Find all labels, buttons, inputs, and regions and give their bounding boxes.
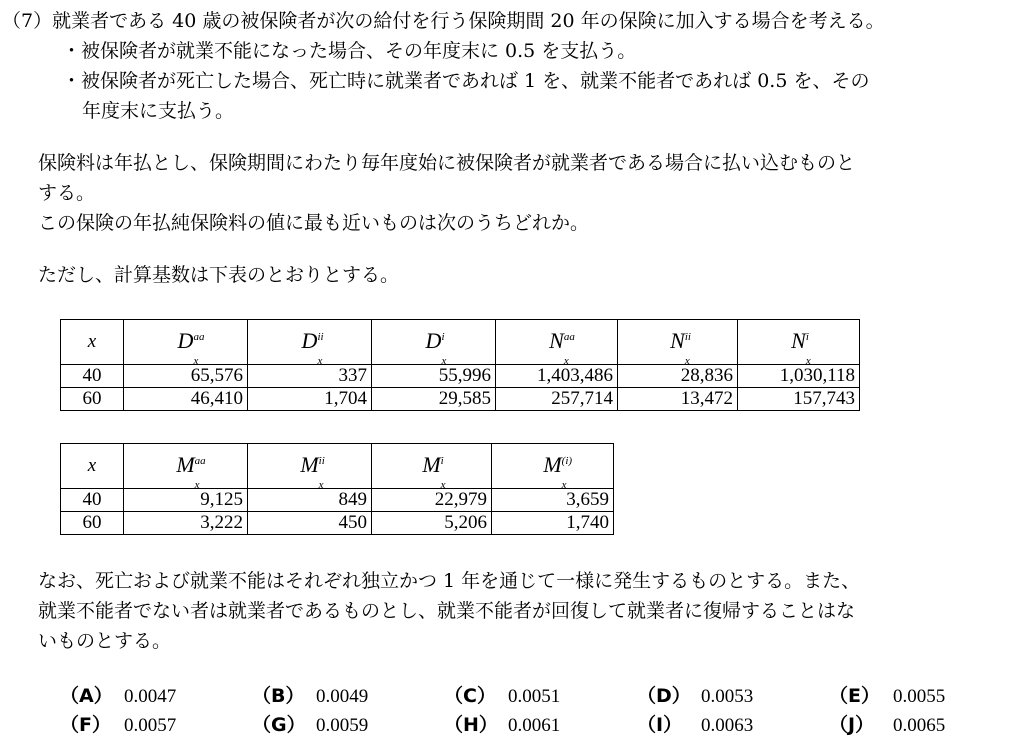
- choice-label: （D）: [637, 685, 691, 707]
- basis-note: ただし、計算基数は下表のとおりとする。: [38, 264, 400, 286]
- choice-value: 0.0051: [508, 686, 561, 707]
- column-header: [618, 320, 738, 365]
- column-header: [248, 444, 372, 489]
- answer-choice[interactable]: [252, 712, 368, 739]
- choice-label: （C）: [444, 685, 496, 707]
- assumption-note: なお、死亡および就業不能はそれぞれ独立かつ 1 年を通じて一様に発生するものとする。また、: [38, 570, 861, 592]
- benefit-bullet-death-cont: 年度末に支払う。: [82, 100, 235, 122]
- value-cell: 22,979: [372, 489, 492, 512]
- value-cell: 65,576: [124, 365, 248, 388]
- header-subscript: x: [563, 355, 569, 367]
- value-cell: 46,410: [124, 388, 248, 411]
- choice-label: （F）: [60, 714, 111, 736]
- benefit-bullet-death: ・被保険者が死亡した場合、死亡時に就業者であれば 1 を、就業不能者であれば 0.5 を、その: [62, 70, 870, 92]
- question-intro-line: [2, 8, 885, 34]
- value-cell: 337: [248, 365, 372, 388]
- column-header: [124, 444, 248, 489]
- header-subscript: x: [318, 479, 324, 491]
- choice-label: （G）: [252, 714, 306, 736]
- column-header: [496, 320, 618, 365]
- header-symbol: [670, 328, 691, 367]
- value-cell: 5,206: [372, 512, 492, 535]
- header-superscript: (i): [561, 455, 573, 467]
- answer-choice[interactable]: [60, 712, 176, 739]
- value-cell: 29,585: [372, 388, 496, 411]
- choice-value: 0.0065: [893, 715, 946, 736]
- choice-label: （H）: [444, 714, 498, 736]
- assumption-note-cont: 就業不能者でない者は就業者であるものとし、就業不能者が回復して就業者に復帰することはな: [38, 600, 856, 622]
- header-subscript: x: [440, 479, 446, 491]
- header-symbol: [549, 328, 575, 367]
- header-superscript: i: [441, 331, 445, 343]
- choice-value: 0.0053: [701, 686, 754, 707]
- choice-label: （J）: [829, 714, 875, 736]
- answer-choice[interactable]: [444, 712, 560, 739]
- value-cell: 13,472: [618, 388, 738, 411]
- choice-label: （A）: [60, 685, 113, 707]
- table-header-row: [61, 444, 614, 489]
- header-superscript: ii: [318, 455, 325, 467]
- header-base: N: [670, 328, 685, 353]
- age-cell: 60: [61, 388, 124, 411]
- value-cell: 157,743: [738, 388, 860, 411]
- question-number: （7）: [2, 10, 53, 32]
- column-header: [492, 444, 614, 489]
- answer-choice[interactable]: [252, 683, 368, 710]
- column-header: [61, 320, 124, 365]
- premium-condition-cont: する。: [38, 182, 96, 204]
- age-cell: 60: [61, 512, 124, 535]
- column-header: [372, 444, 492, 489]
- choice-label: （I）: [637, 714, 683, 736]
- header-subscript: x: [561, 479, 567, 491]
- header-symbol: [176, 452, 206, 491]
- header-subscript: x: [194, 479, 200, 491]
- header-base: D: [177, 328, 194, 353]
- question-ask: この保険の年払純保険料の値に最も近いものは次のうちどれか。: [38, 212, 590, 234]
- table-row: [61, 512, 614, 535]
- header-base: M: [422, 452, 441, 477]
- value-cell: 28,836: [618, 365, 738, 388]
- choice-value: 0.0057: [124, 715, 177, 736]
- header-base: D: [425, 328, 442, 353]
- choice-label: （B）: [252, 685, 305, 707]
- header-base: N: [791, 328, 806, 353]
- header-superscript: aa: [194, 455, 206, 467]
- header-symbol: [300, 452, 325, 491]
- header-symbol: [88, 331, 96, 353]
- table-row: [61, 388, 860, 411]
- value-cell: 1,030,118: [738, 365, 860, 388]
- answer-choice[interactable]: [637, 683, 753, 710]
- answer-choice[interactable]: [60, 683, 176, 710]
- choice-value: 0.0061: [508, 715, 561, 736]
- header-base: D: [301, 328, 318, 353]
- column-header: [372, 320, 496, 365]
- benefit-bullet-disability: ・被保険者が就業不能になった場合、その年度末に 0.5 を支払う。: [62, 40, 637, 62]
- value-cell: 55,996: [372, 365, 496, 388]
- header-base: M: [543, 452, 562, 477]
- column-header: [248, 320, 372, 365]
- header-symbol: [422, 452, 446, 491]
- answer-choice[interactable]: [829, 712, 945, 739]
- table-row: [61, 365, 860, 388]
- choice-value: 0.0047: [124, 686, 177, 707]
- value-cell: 9,125: [124, 489, 248, 512]
- header-base: x: [87, 331, 97, 352]
- value-cell: 849: [248, 489, 372, 512]
- header-subscript: x: [441, 355, 447, 367]
- value-cell: 3,659: [492, 489, 614, 512]
- header-subscript: x: [193, 355, 199, 367]
- column-header: [738, 320, 860, 365]
- question-intro: 就業者である 40 歳の被保険者が次の給付を行う保険期間 20 年の保険に加入する場合を考える。: [52, 10, 885, 32]
- header-symbol: [425, 328, 447, 367]
- table-row: [61, 489, 614, 512]
- premium-condition: 保険料は年払とし、保険期間にわたり毎年度始に被保険者が就業者である場合に払い込むものと: [38, 152, 856, 174]
- header-subscript: x: [684, 355, 690, 367]
- assumption-note-end: いものとする。: [38, 630, 172, 652]
- choice-value: 0.0063: [701, 715, 754, 736]
- header-base: M: [176, 452, 195, 477]
- header-subscript: x: [805, 355, 811, 367]
- value-cell: 1,403,486: [496, 365, 618, 388]
- value-cell: 450: [248, 512, 372, 535]
- header-base: x: [87, 455, 97, 476]
- age-cell: 40: [61, 365, 124, 388]
- choice-value: 0.0059: [316, 715, 369, 736]
- table-header-row: [61, 320, 860, 365]
- choice-value: 0.0049: [316, 686, 369, 707]
- answer-choice[interactable]: [637, 712, 753, 739]
- value-cell: 1,704: [248, 388, 372, 411]
- header-symbol: [791, 328, 811, 367]
- value-cell: 257,714: [496, 388, 618, 411]
- header-superscript: i: [805, 331, 809, 343]
- answer-choice[interactable]: [444, 683, 560, 710]
- header-subscript: x: [317, 355, 323, 367]
- choice-value: 0.0055: [893, 686, 946, 707]
- header-symbol: [177, 328, 205, 367]
- header-superscript: aa: [563, 331, 575, 343]
- header-symbol: [543, 452, 573, 491]
- header-superscript: i: [440, 455, 444, 467]
- header-superscript: ii: [684, 331, 691, 343]
- commutation-table-d-n: [60, 319, 860, 411]
- header-base: N: [549, 328, 564, 353]
- value-cell: 1,740: [492, 512, 614, 535]
- value-cell: 3,222: [124, 512, 248, 535]
- header-symbol: [88, 455, 96, 477]
- header-symbol: [301, 328, 324, 367]
- column-header: [124, 320, 248, 365]
- header-base: M: [300, 452, 319, 477]
- answer-choice[interactable]: [829, 683, 945, 710]
- header-superscript: ii: [317, 331, 324, 343]
- header-superscript: aa: [193, 331, 205, 343]
- age-cell: 40: [61, 489, 124, 512]
- column-header: [61, 444, 124, 489]
- commutation-table-m: [60, 443, 614, 535]
- choice-label: （E）: [829, 685, 880, 707]
